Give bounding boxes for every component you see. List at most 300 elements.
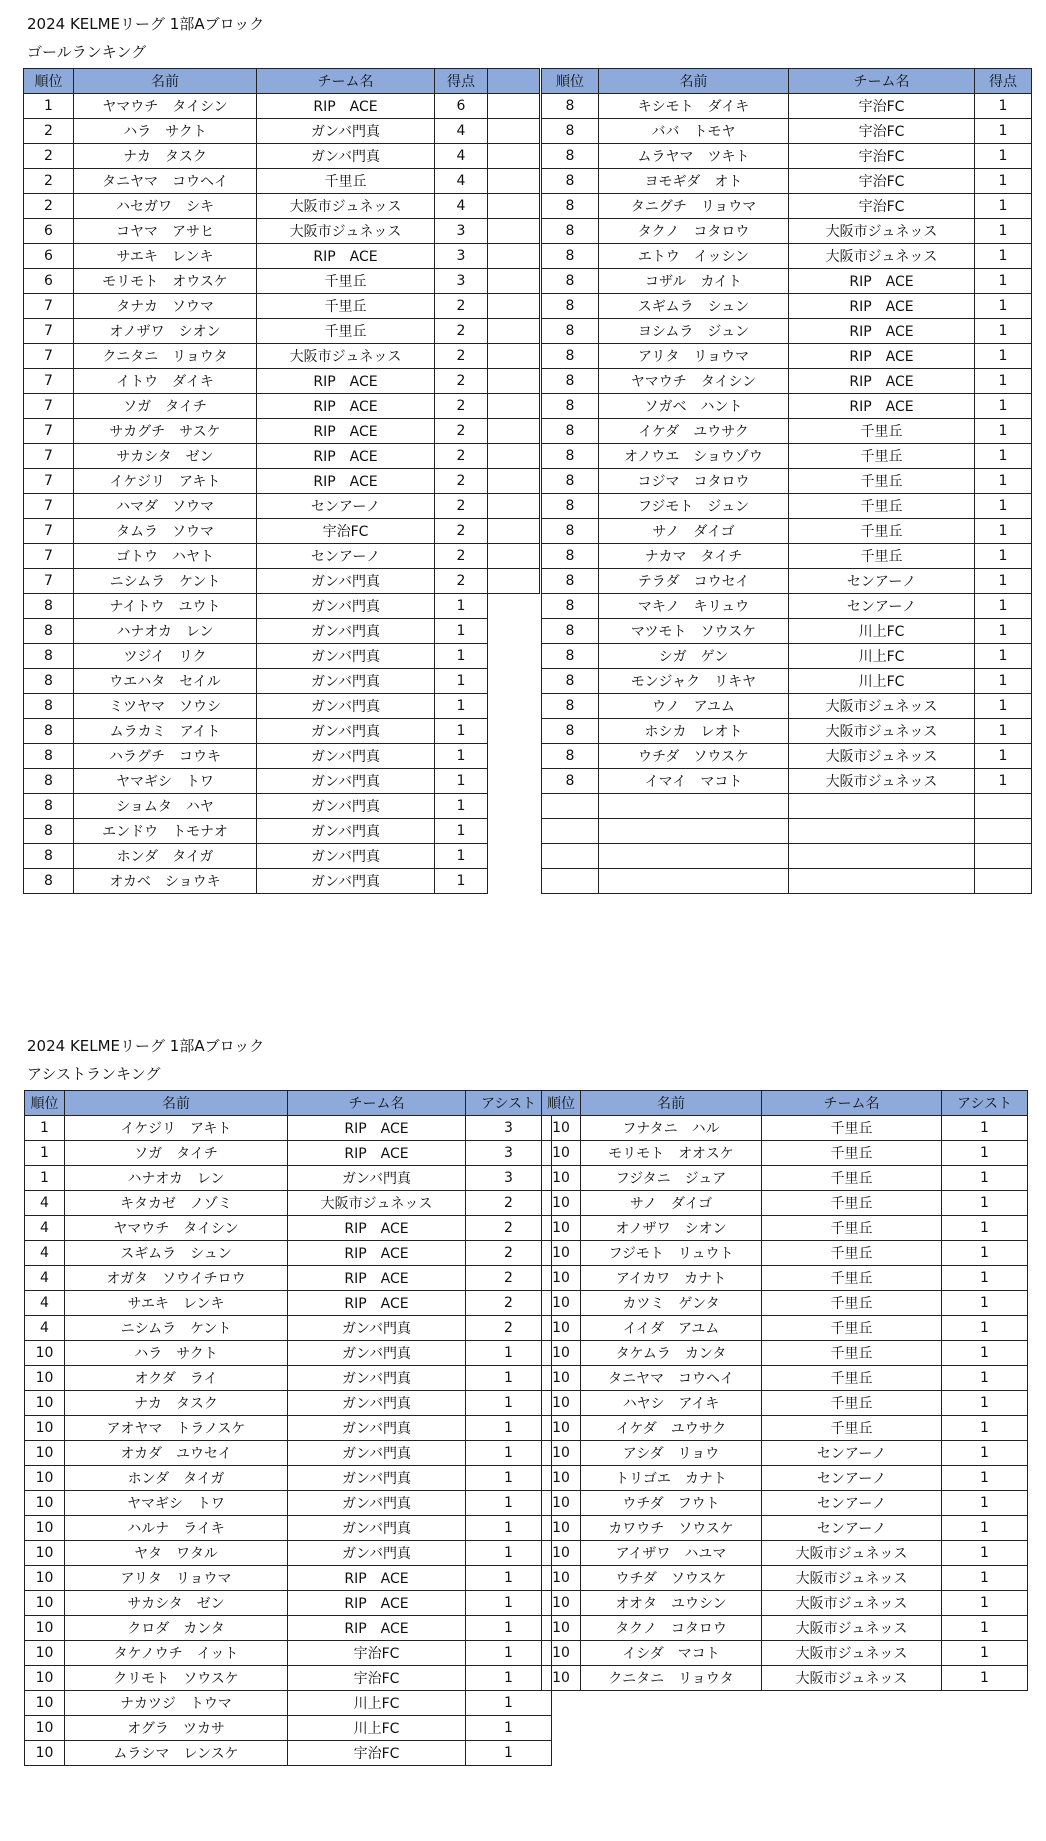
table-row: [542, 719, 1032, 744]
table-row: [24, 244, 540, 269]
rank-cell: 8: [24, 644, 74, 669]
col-rank-header: 順位: [542, 1091, 581, 1116]
table-row: [24, 544, 540, 569]
col-goals-header: 得点: [435, 69, 488, 94]
table-row: [542, 194, 1032, 219]
count-cell: 1: [942, 1591, 1028, 1616]
count-cell: 2: [435, 369, 488, 394]
rank-cell: 10: [542, 1266, 581, 1291]
name-cell: アリタ リョウマ: [599, 344, 789, 369]
blank-cell: [488, 869, 540, 894]
rank-cell: 10: [542, 1391, 581, 1416]
team-cell: 宇治FC: [789, 94, 975, 119]
table-row: [542, 1191, 1028, 1216]
rank-cell: [542, 869, 599, 894]
rank-cell: 6: [24, 244, 74, 269]
count-cell: 1: [975, 244, 1032, 269]
team-cell: 大阪市ジュネッス: [288, 1191, 466, 1216]
name-cell: エトウ イッシン: [599, 244, 789, 269]
count-cell: 1: [466, 1416, 552, 1441]
name-cell: ハセガワ シキ: [74, 194, 257, 219]
rank-cell: 8: [542, 269, 599, 294]
table-row: [542, 369, 1032, 394]
name-cell: ババ トモヤ: [599, 119, 789, 144]
count-cell: 3: [435, 219, 488, 244]
col-team-header: チーム名: [762, 1091, 942, 1116]
table-row: [24, 869, 540, 894]
table-row: [24, 594, 540, 619]
team-cell: RIP ACE: [789, 269, 975, 294]
rank-cell: [542, 794, 599, 819]
rank-cell: 8: [542, 569, 599, 594]
count-cell: 1: [435, 869, 488, 894]
team-cell: ガンバ門真: [288, 1316, 466, 1341]
team-cell: 千里丘: [762, 1141, 942, 1166]
name-cell: ハラ サクト: [65, 1341, 288, 1366]
blank-header-cell: [488, 69, 540, 94]
team-cell: 千里丘: [762, 1341, 942, 1366]
name-cell: ムラヤマ ツキト: [599, 144, 789, 169]
count-cell: 1: [975, 594, 1032, 619]
count-cell: 1: [942, 1116, 1028, 1141]
rank-cell: 7: [24, 519, 74, 544]
name-cell: ムラシマ レンスケ: [65, 1741, 288, 1766]
name-cell: オノザワ シオン: [74, 319, 257, 344]
rank-cell: 8: [24, 819, 74, 844]
count-cell: 1: [942, 1316, 1028, 1341]
rank-cell: 8: [24, 744, 74, 769]
name-cell: ウチダ ソウスケ: [599, 744, 789, 769]
name-cell: ソガ タイチ: [65, 1141, 288, 1166]
count-cell: 1: [975, 569, 1032, 594]
name-cell: ゴトウ ハヤト: [74, 544, 257, 569]
team-cell: RIP ACE: [257, 244, 435, 269]
rank-cell: 7: [24, 544, 74, 569]
name-cell: ヨシムラ ジュン: [599, 319, 789, 344]
name-cell: アイカワ カナト: [581, 1266, 762, 1291]
count-cell: 1: [942, 1641, 1028, 1666]
rank-cell: 10: [25, 1616, 65, 1641]
table-row: [24, 194, 540, 219]
table-row: [25, 1516, 552, 1541]
rank-cell: 7: [24, 569, 74, 594]
count-cell: 1: [466, 1716, 552, 1741]
name-cell: クニタニ リョウタ: [581, 1666, 762, 1691]
name-cell: コジマ コタロウ: [599, 469, 789, 494]
blank-cell: [488, 544, 540, 569]
team-cell: ガンバ門真: [257, 869, 435, 894]
table-row: [542, 844, 1032, 869]
count-cell: 4: [435, 194, 488, 219]
table-row: [542, 119, 1032, 144]
rank-cell: 7: [24, 469, 74, 494]
count-cell: 1: [466, 1441, 552, 1466]
count-cell: 1: [975, 694, 1032, 719]
count-cell: 1: [942, 1291, 1028, 1316]
rank-cell: [542, 819, 599, 844]
count-cell: 1: [466, 1541, 552, 1566]
rank-cell: 10: [542, 1366, 581, 1391]
team-cell: RIP ACE: [288, 1591, 466, 1616]
rank-cell: 6: [24, 219, 74, 244]
rank-cell: 10: [542, 1141, 581, 1166]
goal-table-left: [23, 68, 540, 894]
table-row: [542, 819, 1032, 844]
table-row: [25, 1441, 552, 1466]
name-cell: コザル カイト: [599, 269, 789, 294]
rank-cell: 10: [25, 1566, 65, 1591]
team-cell: RIP ACE: [288, 1216, 466, 1241]
count-cell: 1: [942, 1216, 1028, 1241]
rank-cell: 10: [542, 1316, 581, 1341]
rank-cell: 8: [542, 669, 599, 694]
name-cell: イイダ アユム: [581, 1316, 762, 1341]
name-cell: タニヤマ コウヘイ: [581, 1366, 762, 1391]
name-cell: サエキ レンキ: [65, 1291, 288, 1316]
team-cell: RIP ACE: [257, 369, 435, 394]
name-cell: ヤマウチ タイシン: [599, 369, 789, 394]
count-cell: 1: [942, 1366, 1028, 1391]
name-cell: オカダ ユウセイ: [65, 1441, 288, 1466]
rank-cell: 8: [542, 394, 599, 419]
name-cell: サカシタ ゼン: [65, 1591, 288, 1616]
team-cell: ガンバ門真: [257, 594, 435, 619]
rank-cell: 10: [542, 1591, 581, 1616]
table-row: [24, 519, 540, 544]
count-cell: 1: [942, 1341, 1028, 1366]
team-cell: 大阪市ジュネッス: [789, 744, 975, 769]
blank-cell: [488, 319, 540, 344]
table-row: [24, 619, 540, 644]
count-cell: 1: [975, 169, 1032, 194]
table-row: [25, 1241, 552, 1266]
table-row: [542, 569, 1032, 594]
table-row: [542, 1666, 1028, 1691]
table-row: [24, 444, 540, 469]
assist-header-row: [542, 1091, 1028, 1116]
rank-cell: 10: [25, 1416, 65, 1441]
count-cell: 1: [975, 769, 1032, 794]
team-cell: 千里丘: [257, 269, 435, 294]
rank-cell: 8: [24, 844, 74, 869]
name-cell: タケムラ カンタ: [581, 1341, 762, 1366]
count-cell: 1: [975, 419, 1032, 444]
col-rank-header: 順位: [24, 69, 74, 94]
count-cell: 1: [975, 369, 1032, 394]
team-cell: RIP ACE: [789, 344, 975, 369]
team-cell: ガンバ門真: [288, 1341, 466, 1366]
name-cell: ニシムラ ケント: [65, 1316, 288, 1341]
name-cell: [599, 819, 789, 844]
count-cell: 1: [942, 1416, 1028, 1441]
col-assists-header: アシスト: [466, 1091, 552, 1116]
table-row: [24, 669, 540, 694]
count-cell: 2: [466, 1191, 552, 1216]
count-cell: 1: [975, 544, 1032, 569]
rank-cell: 4: [25, 1241, 65, 1266]
count-cell: 1: [466, 1466, 552, 1491]
count-cell: 1: [942, 1541, 1028, 1566]
name-cell: クリモト ソウスケ: [65, 1666, 288, 1691]
name-cell: エンドウ トモナオ: [74, 819, 257, 844]
table-row: [24, 794, 540, 819]
team-cell: 千里丘: [789, 419, 975, 444]
table-row: [25, 1266, 552, 1291]
table-row: [542, 1391, 1028, 1416]
team-cell: ガンバ門真: [257, 719, 435, 744]
rank-cell: 10: [542, 1666, 581, 1691]
team-cell: センアーノ: [789, 569, 975, 594]
rank-cell: 7: [24, 344, 74, 369]
rank-cell: 7: [24, 419, 74, 444]
table-row: [542, 1566, 1028, 1591]
team-cell: 千里丘: [789, 469, 975, 494]
table-row: [25, 1641, 552, 1666]
rank-cell: 8: [24, 869, 74, 894]
count-cell: 1: [466, 1391, 552, 1416]
count-cell: 2: [435, 519, 488, 544]
team-cell: 大阪市ジュネッス: [762, 1566, 942, 1591]
table-row: [542, 619, 1032, 644]
name-cell: サカシタ ゼン: [74, 444, 257, 469]
team-cell: 宇治FC: [789, 119, 975, 144]
table-row: [542, 544, 1032, 569]
table-row: [542, 1591, 1028, 1616]
table-row: [24, 144, 540, 169]
rank-cell: 10: [542, 1216, 581, 1241]
count-cell: 2: [435, 494, 488, 519]
team-cell: 千里丘: [789, 444, 975, 469]
team-cell: ガンバ門真: [288, 1416, 466, 1441]
count-cell: 1: [466, 1616, 552, 1641]
name-cell: タクノ コタロウ: [581, 1616, 762, 1641]
rank-cell: 8: [542, 219, 599, 244]
team-cell: 宇治FC: [789, 169, 975, 194]
col-name-header: 名前: [65, 1091, 288, 1116]
table-row: [542, 1516, 1028, 1541]
col-name-header: 名前: [599, 69, 789, 94]
rank-cell: 8: [542, 619, 599, 644]
rank-cell: 8: [24, 719, 74, 744]
name-cell: ナカマ タイチ: [599, 544, 789, 569]
count-cell: 2: [435, 319, 488, 344]
team-cell: ガンバ門真: [288, 1166, 466, 1191]
count-cell: 1: [466, 1666, 552, 1691]
table-row: [25, 1741, 552, 1766]
rank-cell: 10: [25, 1666, 65, 1691]
table-row: [542, 769, 1032, 794]
goal-table-right: [541, 68, 1032, 894]
blank-cell: [488, 769, 540, 794]
name-cell: アシダ リョウ: [581, 1441, 762, 1466]
rank-cell: 10: [25, 1441, 65, 1466]
name-cell: ヤマギシ トワ: [74, 769, 257, 794]
col-rank-header: 順位: [542, 69, 599, 94]
team-cell: 大阪市ジュネッス: [762, 1591, 942, 1616]
name-cell: オオタ ユウシン: [581, 1591, 762, 1616]
count-cell: 2: [435, 469, 488, 494]
table-row: [25, 1616, 552, 1641]
goal-header-row: [542, 69, 1032, 94]
table-row: [24, 94, 540, 119]
team-cell: ガンバ門真: [288, 1366, 466, 1391]
blank-cell: [488, 569, 540, 594]
table-row: [542, 269, 1032, 294]
count-cell: 1: [466, 1691, 552, 1716]
count-cell: 1: [435, 844, 488, 869]
team-cell: 川上FC: [789, 619, 975, 644]
rank-cell: 8: [542, 744, 599, 769]
count-cell: 1: [435, 694, 488, 719]
rank-cell: 8: [542, 344, 599, 369]
team-cell: 千里丘: [257, 319, 435, 344]
team-cell: 千里丘: [762, 1266, 942, 1291]
table-row: [25, 1116, 552, 1141]
count-cell: 2: [466, 1216, 552, 1241]
team-cell: 川上FC: [789, 669, 975, 694]
rank-cell: 10: [542, 1516, 581, 1541]
blank-cell: [488, 819, 540, 844]
count-cell: 2: [466, 1316, 552, 1341]
team-cell: RIP ACE: [789, 294, 975, 319]
team-cell: 宇治FC: [789, 194, 975, 219]
count-cell: 2: [435, 544, 488, 569]
blank-cell: [488, 794, 540, 819]
name-cell: オカベ ショウキ: [74, 869, 257, 894]
team-cell: RIP ACE: [257, 419, 435, 444]
table-row: [542, 169, 1032, 194]
count-cell: 1: [942, 1666, 1028, 1691]
rank-cell: 10: [25, 1366, 65, 1391]
table-row: [542, 1216, 1028, 1241]
blank-cell: [488, 294, 540, 319]
table-row: [25, 1691, 552, 1716]
count-cell: 2: [435, 294, 488, 319]
name-cell: ミツヤマ ソウシ: [74, 694, 257, 719]
blank-cell: [488, 194, 540, 219]
count-cell: 1: [435, 769, 488, 794]
blank-cell: [488, 169, 540, 194]
team-cell: RIP ACE: [288, 1241, 466, 1266]
team-cell: ガンバ門真: [288, 1391, 466, 1416]
count-cell: [975, 844, 1032, 869]
col-rank-header: 順位: [25, 1091, 65, 1116]
name-cell: ナイトウ ユウト: [74, 594, 257, 619]
team-cell: 宇治FC: [288, 1666, 466, 1691]
rank-cell: 4: [25, 1266, 65, 1291]
name-cell: ニシムラ ケント: [74, 569, 257, 594]
name-cell: ソガ タイチ: [74, 394, 257, 419]
name-cell: タナカ ソウマ: [74, 294, 257, 319]
count-cell: 1: [435, 669, 488, 694]
name-cell: サカグチ サスケ: [74, 419, 257, 444]
rank-cell: 8: [542, 144, 599, 169]
name-cell: テラダ コウセイ: [599, 569, 789, 594]
count-cell: 1: [942, 1266, 1028, 1291]
name-cell: ショムタ ハヤ: [74, 794, 257, 819]
table-row: [542, 1416, 1028, 1441]
team-cell: RIP ACE: [257, 394, 435, 419]
count-cell: 2: [435, 569, 488, 594]
name-cell: ハルナ ライキ: [65, 1516, 288, 1541]
col-name-header: 名前: [581, 1091, 762, 1116]
table-row: [25, 1541, 552, 1566]
rank-cell: 8: [24, 769, 74, 794]
name-cell: ツジイ リク: [74, 644, 257, 669]
rank-cell: 10: [542, 1491, 581, 1516]
count-cell: [975, 794, 1032, 819]
table-row: [24, 394, 540, 419]
name-cell: イケジリ アキト: [74, 469, 257, 494]
rank-cell: 8: [542, 719, 599, 744]
count-cell: 1: [942, 1141, 1028, 1166]
rank-cell: 4: [25, 1216, 65, 1241]
name-cell: ウエハタ セイル: [74, 669, 257, 694]
blank-cell: [488, 419, 540, 444]
team-cell: 宇治FC: [288, 1641, 466, 1666]
count-cell: 3: [466, 1141, 552, 1166]
name-cell: ソガベ ハント: [599, 394, 789, 419]
team-cell: ガンバ門真: [257, 844, 435, 869]
table-row: [24, 219, 540, 244]
name-cell: [599, 794, 789, 819]
team-cell: 大阪市ジュネッス: [257, 194, 435, 219]
name-cell: ヨモギダ オト: [599, 169, 789, 194]
team-cell: ガンバ門真: [257, 119, 435, 144]
count-cell: 3: [435, 244, 488, 269]
name-cell: アリタ リョウマ: [65, 1566, 288, 1591]
team-cell: 千里丘: [789, 519, 975, 544]
count-cell: 1: [435, 744, 488, 769]
assist-table-left: [24, 1090, 552, 1766]
rank-cell: 10: [542, 1191, 581, 1216]
table-row: [25, 1191, 552, 1216]
name-cell: イケダ ユウサク: [581, 1416, 762, 1441]
count-cell: 1: [435, 619, 488, 644]
table-row: [542, 644, 1032, 669]
count-cell: 6: [435, 94, 488, 119]
name-cell: フジタニ ジュア: [581, 1166, 762, 1191]
table-row: [542, 294, 1032, 319]
count-cell: 1: [435, 719, 488, 744]
team-cell: 川上FC: [288, 1716, 466, 1741]
table-row: [24, 769, 540, 794]
team-cell: ガンバ門真: [288, 1466, 466, 1491]
count-cell: 1: [975, 444, 1032, 469]
rank-cell: 8: [542, 369, 599, 394]
name-cell: ハマダ ソウマ: [74, 494, 257, 519]
team-cell: センアーノ: [257, 544, 435, 569]
table-row: [542, 869, 1032, 894]
name-cell: クニタニ リョウタ: [74, 344, 257, 369]
team-cell: ガンバ門真: [257, 694, 435, 719]
table-row: [542, 1116, 1028, 1141]
rank-cell: 8: [542, 419, 599, 444]
blank-cell: [488, 444, 540, 469]
table-row: [24, 494, 540, 519]
rank-cell: 10: [25, 1341, 65, 1366]
rank-cell: 7: [24, 394, 74, 419]
name-cell: ムラカミ アイト: [74, 719, 257, 744]
count-cell: 1: [435, 794, 488, 819]
rank-cell: 10: [542, 1641, 581, 1666]
table-row: [24, 819, 540, 844]
table-row: [542, 744, 1032, 769]
count-cell: 1: [942, 1516, 1028, 1541]
team-cell: 大阪市ジュネッス: [789, 719, 975, 744]
count-cell: 1: [942, 1391, 1028, 1416]
team-cell: 千里丘: [762, 1216, 942, 1241]
